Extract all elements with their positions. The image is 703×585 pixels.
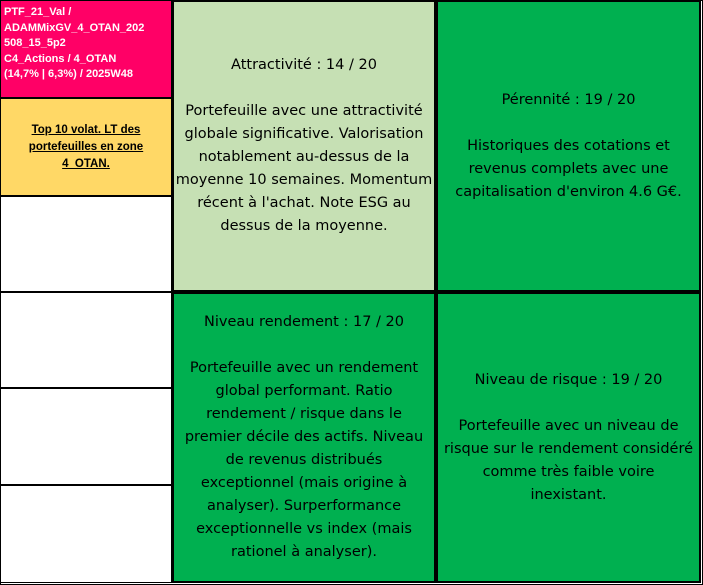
rendement-description: Portefeuille avec un rendement global performant. Ratio rendement / risque dans le premier décile des actifs. Niveau de revenus distribués exceptionnel (mais origine à analyser). Surperformance exceptionnelle vs index (mais rationel à analyser).: [184, 360, 424, 560]
rendement-panel: [172, 292, 436, 583]
empty-cell-3: [0, 388, 172, 485]
ranking-link-cell[interactable]: [0, 98, 172, 196]
perennite-title: Pérennité : 19 / 20: [501, 91, 636, 108]
empty-cell-2: [0, 292, 172, 388]
portfolio-line-2: ADAMMixGV_4_OTAN_202: [4, 21, 145, 34]
attractivite-panel: [172, 0, 436, 292]
risque-panel: [436, 292, 701, 583]
risque-title: Niveau de risque : 19 / 20: [474, 371, 663, 388]
perennite-panel: [436, 0, 701, 292]
risque-description: Portefeuille avec un niveau de risque sur le rendement considéré comme très faible voire inexistant.: [443, 417, 694, 503]
perennite-description: Historiques des cotations et revenus complets avec une capitalisation d'environ 4.6 G€.: [455, 137, 682, 200]
portfolio-line-1: PTF_21_Val /: [4, 6, 72, 18]
rendement-title: Niveau rendement : 17 / 20: [204, 314, 404, 330]
portfolio-line-3: 508_15_5p2: [4, 37, 66, 49]
empty-cell-4: [0, 485, 172, 583]
ranking-link[interactable]: Top 10 volat. LT des portefeuilles en zone 4_OTAN.: [28, 123, 144, 170]
portfolio-line-5: (14,7% | 6,3%) / 2025W48: [4, 68, 134, 80]
portfolio-line-4: C4_Actions / 4_OTAN: [4, 52, 117, 65]
empty-cell-1: [0, 196, 172, 292]
portfolio-id-cell: [0, 0, 172, 98]
attractivite-description: Portefeuille avec une attractivité globale significative. Valorisation notablement au-dessus de la moyenne 10 semaines. Momentum récent à l'achat. Note ESG au dessus de la moyenne.: [175, 103, 433, 234]
attractivite-title: Attractivité : 14 / 20: [231, 57, 377, 73]
